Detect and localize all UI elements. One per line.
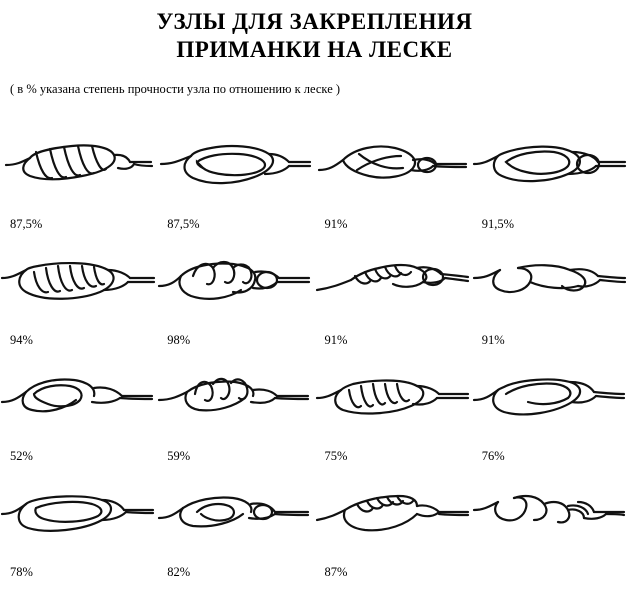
strength-percent: 52% <box>10 449 33 463</box>
strength-percent: 87,5% <box>10 217 43 231</box>
double-loop-overhand-knot-diagram <box>157 118 314 206</box>
rounded-loop-clinch-knot-diagram <box>472 118 629 206</box>
knot-cell <box>157 118 314 234</box>
knot-grid <box>0 118 629 582</box>
strength-percent: 91,5% <box>481 217 515 231</box>
page-title-line2: ПРИМАНКИ НА ЛЕСКЕ <box>176 37 453 62</box>
knot-cell <box>472 118 629 234</box>
strength-percent: 98% <box>167 333 191 347</box>
twisted-strand-clinch-knot-diagram <box>315 234 472 322</box>
simple-loop-knot-diagram <box>0 350 157 438</box>
strength-percent: 87,5% <box>167 217 200 231</box>
knot-cell <box>315 234 472 350</box>
knot-cell <box>472 350 629 466</box>
coiled-loop-knot-diagram <box>315 350 472 438</box>
coil-wrap-loop-knot-diagram <box>0 118 157 206</box>
knot-cell <box>157 466 314 582</box>
strength-percent: 91% <box>324 333 348 347</box>
subtitle-note: ( в % указана степень прочности узла по отношению к леске ) <box>10 82 341 96</box>
spiral-wrap-knot-diagram <box>157 350 314 438</box>
knot-cell <box>315 350 472 466</box>
flat-loop-knot-diagram <box>0 466 157 554</box>
knot-cell <box>0 350 157 466</box>
strength-percent: 91% <box>324 217 348 231</box>
strength-percent: 82% <box>167 565 191 579</box>
twisted-leader-knot-diagram <box>315 466 472 554</box>
knot-row <box>0 118 629 234</box>
knot-cell <box>157 350 314 466</box>
strength-percent: 76% <box>481 449 505 463</box>
wavy-double-loop-knot-diagram <box>157 234 314 322</box>
strength-percent: 78% <box>10 565 33 579</box>
knot-cell <box>157 234 314 350</box>
knot-cell <box>315 118 472 234</box>
crossed-loop-knot-diagram <box>157 466 314 554</box>
knot-cell <box>472 466 629 582</box>
knot-row <box>0 466 629 582</box>
strength-percent: 91% <box>481 333 505 347</box>
multi-coil-loop-knot-diagram <box>0 234 157 322</box>
knot-row <box>0 234 629 350</box>
knot-cell <box>0 118 157 234</box>
wrapped-eye-knot-diagram <box>472 466 629 554</box>
long-loop-slip-knot-diagram <box>472 350 629 438</box>
knot-cell <box>0 466 157 582</box>
strength-percent: 87% <box>324 565 348 579</box>
open-loop-hitch-knot-diagram <box>472 234 629 322</box>
knot-row <box>0 350 629 466</box>
strength-percent: 75% <box>324 449 348 463</box>
knot-cell <box>472 234 629 350</box>
knot-cell <box>315 466 472 582</box>
figure-eight-loop-knot-diagram <box>315 118 472 206</box>
strength-percent: 94% <box>10 333 33 347</box>
page-title-line1: УЗЛЫ ДЛЯ ЗАКРЕПЛЕНИЯ <box>156 9 473 34</box>
knot-cell <box>0 234 157 350</box>
strength-percent: 59% <box>167 449 191 463</box>
